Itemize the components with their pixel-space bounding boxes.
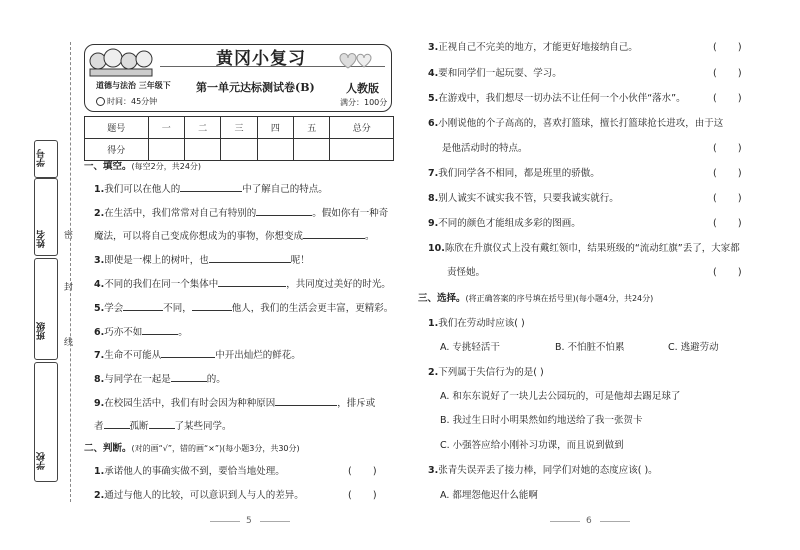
page-number-decoration — [210, 521, 240, 522]
question-number: 6. — [428, 118, 439, 129]
seal-char-3: 线 — [64, 338, 74, 348]
question-number: 3. — [428, 42, 439, 53]
question-number: 5. — [94, 303, 105, 314]
question-text: 呢！ — [290, 255, 310, 266]
answer-parentheses[interactable]: ( ) — [713, 193, 742, 204]
judge-question-5 — [428, 93, 686, 105]
children-illustration — [88, 47, 156, 77]
choice-option[interactable]: A. 和东东说好了一块儿去公园玩的，可是他却去踢足球了 — [440, 391, 681, 402]
fill-question-1 — [94, 182, 328, 196]
choice-question-3 — [428, 465, 658, 477]
judge-question-6 — [428, 118, 723, 130]
test-title: 第一单元达标测试卷(B) — [196, 81, 315, 94]
question-text: 我们在劳动时应该( ) — [438, 318, 525, 329]
section-3-heading — [418, 293, 653, 305]
fill-question-9 — [94, 396, 375, 410]
question-text: 是他活动时的特点。 — [442, 143, 528, 154]
question-text: 我们可以在他人的 — [104, 184, 181, 195]
score-table — [84, 116, 394, 161]
score-table-cell: 二 — [184, 117, 220, 139]
judge-question-6-cont — [442, 143, 528, 155]
answer-blank[interactable] — [161, 348, 215, 358]
answer-parentheses[interactable]: ( ) — [713, 143, 742, 154]
judge-question-4 — [428, 68, 562, 80]
answer-blank[interactable] — [123, 301, 163, 311]
seal-char-1: 密 — [64, 231, 74, 241]
question-text: 张青失误弄丢了接力棒，同学们对她的态度应该( )。 — [438, 465, 658, 476]
question-text: 孤断 — [129, 421, 149, 432]
page-number-text: 5 — [246, 516, 252, 526]
question-text: 小刚说他的个子高高的，喜欢打篮球，擅长打篮球抢长进攻，由于这 — [438, 118, 724, 129]
question-text: 即使是一棵上的树叶，也 — [104, 255, 209, 266]
section-note: (将正确答案的序号填在括号里)(每小题4分，共24分) — [465, 294, 654, 303]
fill-question-3 — [94, 253, 310, 267]
brand-title: 黄冈小复习 — [216, 49, 306, 69]
section-title: 三、选择。 — [418, 293, 466, 304]
question-number: 4. — [428, 68, 439, 79]
score-table-cell: 得分 — [85, 139, 149, 161]
seal-char-2: 封 — [64, 283, 74, 293]
question-text: 学会 — [104, 303, 124, 314]
fill-question-6 — [94, 325, 188, 339]
full-score: 满分：100分 — [340, 98, 388, 107]
page-number-decoration — [550, 521, 580, 522]
question-text: 不同， — [163, 303, 192, 314]
question-text: 要和同学们一起玩耍、学习。 — [438, 68, 562, 79]
question-text: 巧亦不如 — [104, 327, 143, 338]
judge-question-1 — [94, 466, 285, 478]
question-text: 与同学在一起是 — [104, 374, 171, 385]
fill-question-2-cont — [94, 229, 375, 243]
question-text: 下列属于失信行为的是( ) — [438, 367, 544, 378]
page-number-left — [240, 516, 258, 526]
fill-question-7 — [94, 348, 301, 362]
clock-icon — [96, 97, 105, 106]
question-text: 在生活中，我们常常对自己有特别的 — [104, 208, 257, 219]
question-number: 9. — [94, 398, 105, 409]
score-input-cell[interactable] — [330, 139, 394, 161]
page-number-decoration — [600, 521, 630, 522]
answer-blank[interactable] — [180, 182, 242, 192]
seal-dashed-line — [70, 42, 71, 502]
answer-blank[interactable] — [104, 419, 130, 429]
page-number-decoration — [260, 521, 290, 522]
answer-parentheses[interactable]: ( ) — [348, 490, 377, 501]
section-1-heading — [84, 161, 201, 173]
question-text: 了某些同学。 — [174, 421, 232, 432]
question-text: 。假如你有一种奇 — [312, 208, 389, 219]
question-text: 别人诚实不诚实我不管，只要我诚实就行。 — [438, 193, 619, 204]
question-text: 陈欣在升旗仪式上没有戴红领巾，结果班级的“流动红旗”丢了，大家都 — [444, 243, 740, 254]
choice-option[interactable]: C. 小强答应给小刚补习功课，而且说到做到 — [440, 440, 624, 451]
question-number: 8. — [94, 374, 105, 385]
question-text: 责怪她。 — [447, 267, 486, 278]
score-input-cell[interactable] — [148, 139, 184, 161]
score-table-cell: 总分 — [330, 117, 394, 139]
question-number: 7. — [428, 168, 439, 179]
answer-parentheses[interactable]: ( ) — [713, 267, 742, 278]
question-number: 2. — [94, 208, 105, 219]
question-number: 1. — [94, 184, 105, 195]
score-input-cell[interactable] — [257, 139, 293, 161]
choice-option[interactable]: A. 专挑轻活干 — [440, 342, 500, 353]
score-table-cell: 三 — [221, 117, 257, 139]
question-text: 。 — [365, 231, 375, 242]
edition-label: 人教版 — [346, 82, 379, 95]
answer-blank[interactable] — [209, 253, 291, 263]
question-number: 9. — [428, 218, 439, 229]
judge-question-2 — [94, 490, 304, 502]
question-text: 中了解自己的特点。 — [242, 184, 328, 195]
score-table-header-row — [85, 117, 394, 139]
score-table-cell: 五 — [294, 117, 330, 139]
score-table-cell: 题号 — [85, 117, 149, 139]
question-text: 正视自己不完美的地方，才能更好地接纳自己。 — [438, 42, 638, 53]
judge-question-7 — [428, 168, 600, 180]
question-text: 不同的颜色才能组成多彩的图画。 — [438, 218, 581, 229]
exam-time-text: 时间：45分钟 — [107, 97, 158, 106]
name-label: 姓名 — [37, 230, 47, 248]
subject-grade: 道德与法治 三年级下 — [96, 81, 171, 90]
question-text: 我们同学各不相同，都是班里的骄傲。 — [438, 168, 600, 179]
question-number: 6. — [94, 327, 105, 338]
fill-question-4 — [94, 277, 391, 291]
judge-question-3 — [428, 42, 638, 54]
exam-time — [96, 96, 157, 107]
hearts-decoration — [338, 50, 378, 72]
answer-parentheses[interactable]: ( ) — [713, 168, 742, 179]
answer-parentheses[interactable]: ( ) — [713, 218, 742, 229]
score-input-cell[interactable] — [221, 139, 257, 161]
answer-blank[interactable] — [256, 206, 312, 216]
question-number: 10. — [428, 243, 445, 254]
question-number: 8. — [428, 193, 439, 204]
question-text: ，共同度过美好的时光。 — [286, 279, 391, 290]
section-note: (每空2分，共24分) — [131, 162, 202, 171]
question-text: 承诺他人的事确实做不到，要恰当地处理。 — [104, 466, 285, 477]
section-title: 二、判断。 — [84, 443, 132, 454]
answer-blank[interactable] — [303, 229, 365, 239]
answer-parentheses[interactable]: ( ) — [348, 466, 377, 477]
answer-blank[interactable] — [275, 396, 337, 406]
question-text: 者 — [94, 421, 104, 432]
fill-question-5 — [94, 301, 393, 315]
score-table-cell: 四 — [257, 117, 293, 139]
answer-blank[interactable] — [142, 325, 178, 335]
section-2-heading — [84, 443, 300, 455]
question-text: 生命不可能从 — [104, 350, 162, 361]
question-number: 3. — [94, 255, 105, 266]
choice-option[interactable]: B. 不怕脏不怕累 — [555, 342, 625, 353]
answer-blank[interactable] — [192, 301, 232, 311]
fill-question-8 — [94, 372, 226, 386]
question-number: 7. — [94, 350, 105, 361]
question-text: 他人，我们的生活会更丰富，更精彩。 — [231, 303, 394, 314]
answer-parentheses[interactable]: ( ) — [713, 42, 742, 53]
school-label: 学校 — [37, 452, 47, 470]
answer-parentheses[interactable]: ( ) — [713, 68, 742, 79]
question-number: 1. — [94, 466, 105, 477]
question-text: 的。 — [206, 374, 226, 385]
answer-parentheses[interactable]: ( ) — [713, 93, 742, 104]
question-text: 魔法，可以将自己变成你想成为的事物，你想变成 — [94, 231, 304, 242]
judge-question-8 — [428, 193, 619, 205]
question-number: 2. — [94, 490, 105, 501]
choice-option[interactable]: C. 逃避劳动 — [668, 342, 719, 353]
choice-option[interactable]: B. 我过生日时小明果然如约地送给了我一张贺卡 — [440, 415, 643, 426]
page-number-right — [580, 516, 598, 526]
score-table-score-row — [85, 139, 394, 161]
judge-question-10 — [428, 243, 740, 255]
question-text: 不同的我们在同一个集体中 — [104, 279, 219, 290]
score-table-cell: 一 — [148, 117, 184, 139]
answer-blank[interactable] — [149, 419, 175, 429]
section-note: (对的画“√”，错的画“×”)(每小题3分，共30分) — [131, 444, 300, 453]
question-text: ，排斥或 — [337, 398, 376, 409]
answer-blank[interactable] — [218, 277, 286, 287]
student-id-label: 学号 — [37, 149, 47, 167]
question-text: 在校园生活中，我们有时会因为种种原因 — [104, 398, 276, 409]
question-number: 5. — [428, 93, 439, 104]
score-input-cell[interactable] — [294, 139, 330, 161]
question-number: 1. — [428, 318, 439, 329]
question-number: 4. — [94, 279, 105, 290]
question-text: 。 — [178, 327, 188, 338]
choice-question-1 — [428, 318, 525, 330]
judge-question-10-cont — [447, 267, 485, 279]
choice-option[interactable]: A. 都埋怨他迟什么能啊 — [440, 490, 538, 501]
question-text: 通过与他人的比较，可以意识到人与人的差异。 — [104, 490, 304, 501]
question-text: 中开出灿烂的鲜花。 — [215, 350, 301, 361]
class-label: 班级 — [37, 322, 47, 340]
question-number: 3. — [428, 465, 439, 476]
score-input-cell[interactable] — [184, 139, 220, 161]
question-number: 2. — [428, 367, 439, 378]
question-text: 在游戏中，我们想尽一切办法不让任何一个小伙伴“落水”。 — [438, 93, 686, 104]
section-title: 一、填空。 — [84, 161, 132, 172]
page-number-text: 6 — [586, 516, 592, 526]
choice-question-2 — [428, 367, 544, 379]
fill-question-2 — [94, 206, 388, 220]
judge-question-9 — [428, 218, 581, 230]
fill-question-9-cont — [94, 419, 232, 433]
class-box[interactable] — [34, 258, 58, 360]
answer-blank[interactable] — [171, 372, 207, 382]
